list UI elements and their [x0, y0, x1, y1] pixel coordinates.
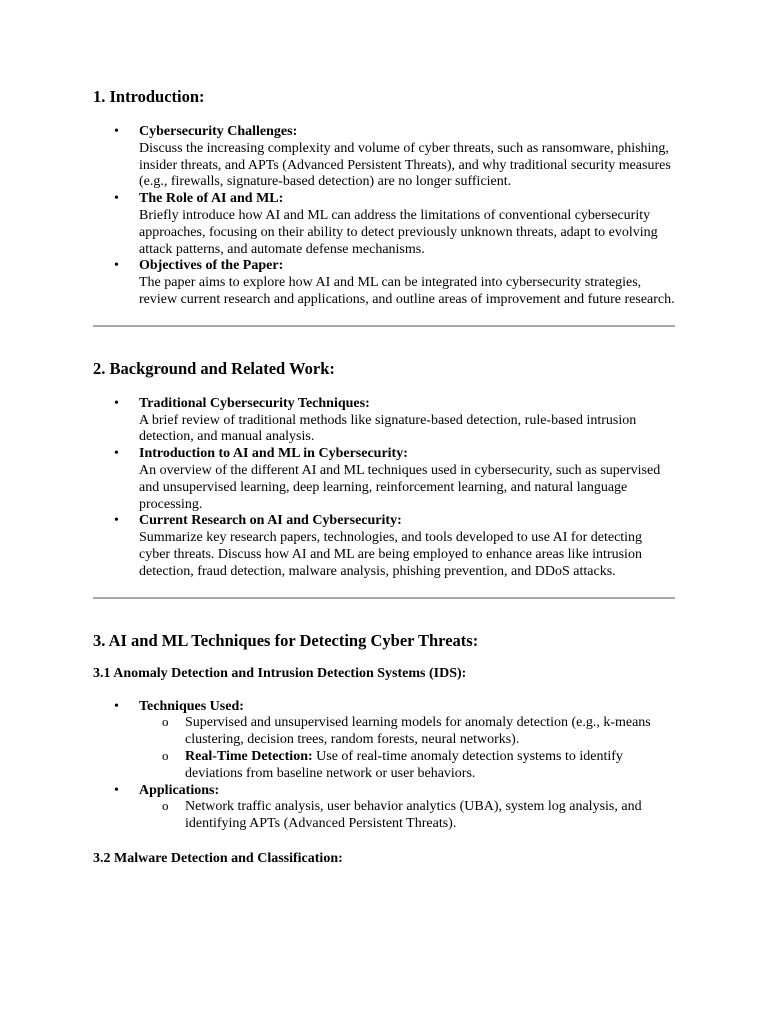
section-2-heading: 2. Background and Related Work: [93, 358, 335, 378]
item-label: • Objectives of the Paper: [139, 258, 284, 274]
list-item [93, 124, 675, 191]
item-label: • Current Research on AI and Cybersecurity: [139, 513, 402, 529]
list-item [93, 513, 675, 580]
list-item [93, 783, 675, 833]
applications-sublist [139, 799, 675, 833]
document-content [93, 86, 675, 868]
item-label: • Cybersecurity Challenges: [139, 124, 298, 139]
item-label: • The Role of AI and ML: [139, 191, 284, 207]
list-item [93, 699, 675, 783]
item-label: • Traditional Cybersecurity Techniques: [139, 395, 370, 411]
item-text: A brief review of traditional methods like signature-based detection, rule-based intrusion detection, and manual analysis. [139, 412, 637, 445]
item-text: Discuss the increasing complexity and volume of cyber threats, such as ransomware, phishing, insider threats, and APTs (Advanced Persistent Threats), and why traditional security measures (e.g., firewalls, signature-based detection) are no longer sufficient. [139, 140, 671, 190]
item-label: • Techniques Used: [139, 698, 244, 714]
subsection-3-1-list [93, 699, 675, 833]
section-3-heading: 3. AI and ML Techniques for Detecting Cyber Threats: [93, 630, 479, 650]
sublist-item-text: Network traffic analysis, user behavior analytics (UBA), system log analysis, and identifying APTs (Advanced Persistent Threats). [185, 799, 642, 832]
list-item [93, 191, 675, 258]
item-text: Summarize key research papers, technologies, and tools developed to use AI for detecting cyber threats. Discuss how AI and ML are being employed to enhance areas like intrusion detection, fraud detection, malware analysis, phishing prevention, and DDoS attacks. [139, 530, 643, 579]
section-1-list [93, 124, 675, 309]
item-label: • Introduction to AI and ML in Cybersecurity: [139, 446, 408, 462]
section-divider [93, 325, 675, 327]
section-divider [93, 597, 675, 599]
list-item [93, 258, 675, 308]
list-item [93, 396, 675, 446]
subsection-3-1-heading: 3.1 Anomaly Detection and Intrusion Detection Systems (IDS): [93, 665, 467, 681]
item-text: Briefly introduce how AI and ML can address the limitations of conventional cybersecurity approaches, focusing on their ability to detect previously unknown threats, adapt to evolving attack patterns, and automate defense mechanisms. [139, 207, 658, 257]
techniques-sublist [139, 715, 675, 782]
section-2-list [93, 396, 675, 581]
sublist-item [139, 715, 675, 749]
sublist-item [139, 749, 675, 783]
list-item [93, 446, 675, 513]
sublist-item-text: Supervised and unsupervised learning models for anomaly detection (e.g., k-means clustering, decision trees, random forests, neural networks). [185, 715, 651, 748]
sublist-item [139, 799, 675, 833]
item-label: • Applications: [139, 782, 220, 798]
item-text: An overview of the different AI and ML techniques used in cybersecurity, such as supervised and unsupervised learning, deep learning, reinforcement learning, and natural language processing. [139, 462, 661, 512]
sublist-item-text: Use of real-time anomaly detection systems to identify deviations from baseline network or user behaviors. [185, 748, 623, 781]
section-1-heading: 1. Introduction: [93, 87, 205, 106]
sublist-item-label: Real-Time Detection: [185, 748, 313, 764]
item-text: The paper aims to explore how AI and ML can be integrated into cybersecurity strategies, review current research and applications, and outline areas of improvement and future research. [139, 275, 675, 307]
subsection-3-2-heading: 3.2 Malware Detection and Classification: [93, 850, 343, 866]
